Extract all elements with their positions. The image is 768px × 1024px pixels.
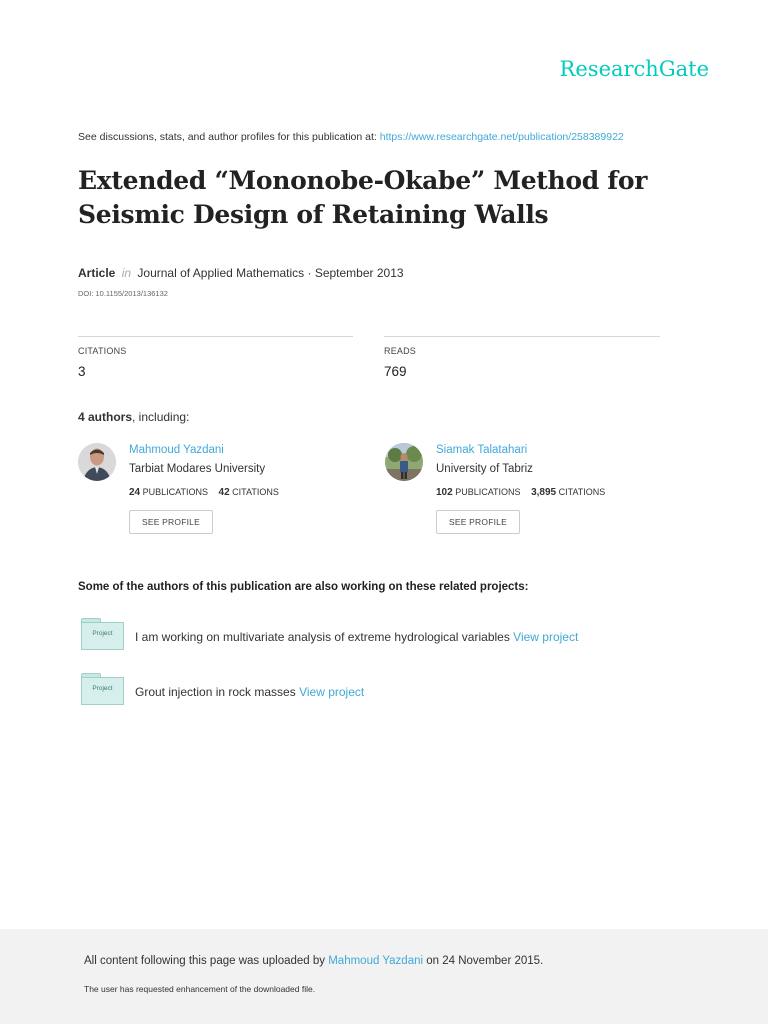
avatar[interactable] (385, 443, 423, 481)
project-item (81, 673, 641, 709)
publication-title (78, 164, 718, 232)
project-description: Grout injection in rock masses (135, 685, 300, 699)
publications-count: 24 (129, 487, 141, 498)
author-counts (129, 487, 279, 498)
view-project-link[interactable]: View project (299, 685, 365, 699)
reads-label: READS (384, 346, 417, 356)
author-photo-icon (78, 443, 116, 481)
uploaded-by-line (84, 955, 543, 967)
citations-count-label: CITATIONS (558, 487, 606, 497)
avatar[interactable] (78, 443, 116, 481)
project-icon-label: Project (92, 630, 113, 637)
uploaded-prefix: All content following this page was uploaded by (84, 955, 329, 967)
title-line-2: Seismic Design of Retaining Walls (78, 200, 549, 229)
discussion-line (78, 131, 624, 143)
citations-count-label: CITATIONS (232, 487, 279, 497)
publications-label: PUBLICATIONS (455, 487, 521, 497)
project-icon-label: Project (92, 685, 113, 692)
authors-count: 4 authors (78, 410, 133, 424)
author-name-link[interactable]: Mahmoud Yazdani (129, 444, 224, 456)
publication-venue: Journal of Applied Mathematics · September 2013 (137, 266, 404, 280)
publication-meta (78, 266, 404, 280)
author-photo-icon (385, 443, 423, 481)
uploaded-suffix: on 24 November 2015. (423, 955, 544, 967)
citations-stat (78, 336, 353, 379)
project-text (135, 685, 364, 699)
related-projects-heading: Some of the authors of this publication are also working on these related projects: (78, 581, 529, 593)
see-profile-button[interactable]: SEE PROFILE (129, 510, 213, 534)
publications-count: 102 (436, 487, 453, 498)
author-institution: Tarbiat Modares University (129, 463, 266, 475)
reads-stat (384, 336, 660, 379)
author-institution: University of Tabriz (436, 463, 533, 475)
enhancement-note: The user has requested enhancement of the downloaded file. (84, 984, 316, 994)
project-item (81, 618, 641, 654)
publication-doi: DOI: 10.1155/2013/136132 (78, 289, 168, 298)
uploader-link[interactable]: Mahmoud Yazdani (328, 955, 424, 967)
author-card (78, 443, 378, 543)
discussion-text: See discussions, stats, and author profiles for this publication at: (78, 131, 380, 143)
authors-heading (78, 410, 189, 424)
citations-label: CITATIONS (78, 346, 127, 356)
reads-value: 769 (384, 364, 407, 379)
project-description: I am working on multivariate analysis of extreme hydrological variables (135, 630, 514, 644)
citations-count: 42 (218, 487, 230, 498)
author-name-link[interactable]: Siamak Talatahari (436, 444, 528, 456)
citations-count: 3,895 (531, 487, 557, 498)
publication-url-link[interactable]: https://www.researchgate.net/publication/258389922 (379, 131, 624, 143)
project-folder-icon (81, 618, 125, 652)
project-folder-icon (81, 673, 125, 707)
view-project-link[interactable]: View project (513, 630, 579, 644)
title-line-1: Extended “Mononobe-Okabe” Method for (78, 166, 648, 195)
see-profile-button[interactable]: SEE PROFILE (436, 510, 520, 534)
publications-label: PUBLICATIONS (142, 487, 208, 497)
project-text (135, 630, 578, 644)
researchgate-logo[interactable]: ResearchGate (559, 57, 709, 81)
author-card (385, 443, 685, 543)
authors-suffix: , including: (132, 410, 190, 424)
citations-value: 3 (78, 364, 86, 379)
in-word: in (121, 266, 132, 280)
publication-type: Article (78, 266, 116, 280)
footer (0, 929, 768, 1024)
author-counts (436, 487, 605, 498)
